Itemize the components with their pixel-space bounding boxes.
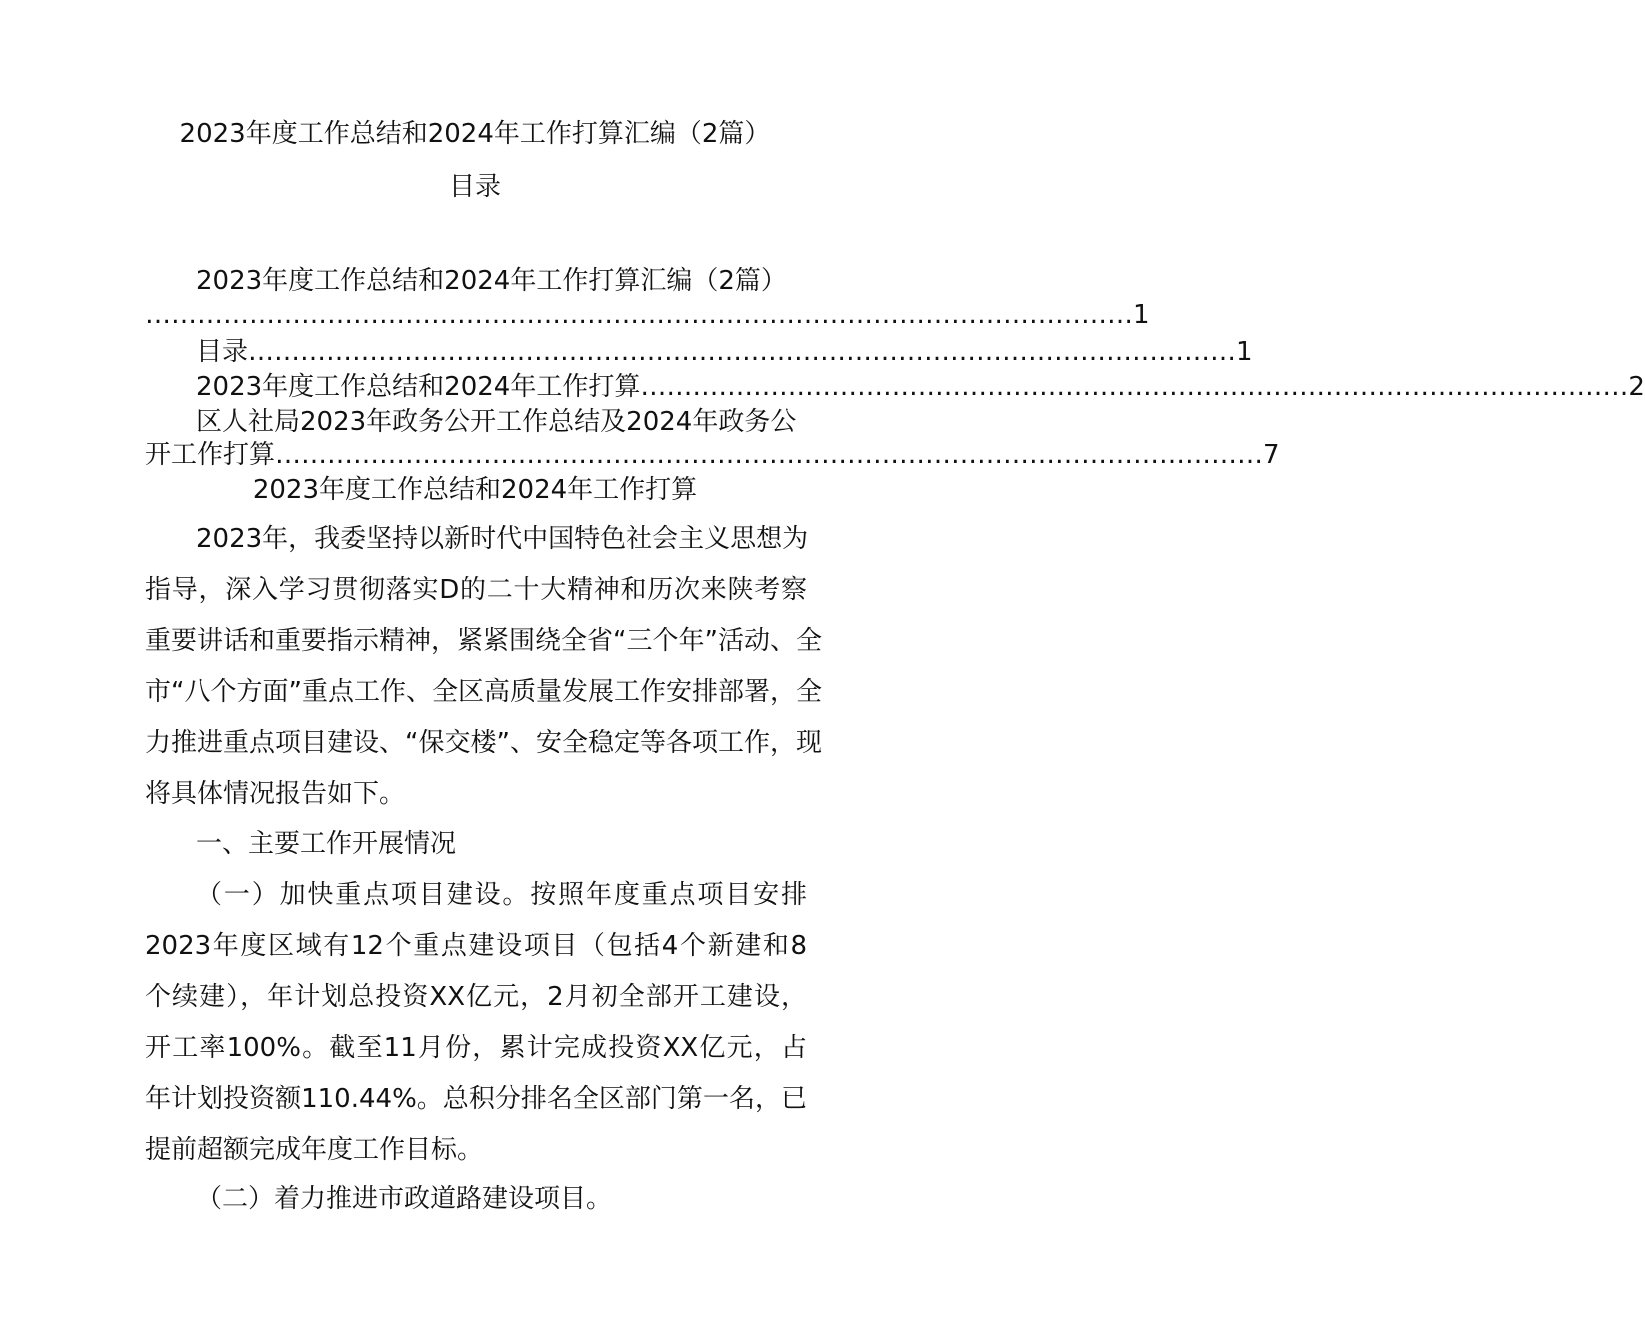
- toc-entry-2-page: 1: [1236, 337, 1253, 367]
- toc-entry-4-line2[interactable]: [145, 438, 1280, 472]
- toc-entry-3-page: 2: [1628, 372, 1645, 402]
- toc-entry-2-text: 目录: [196, 337, 249, 367]
- toc-entry-4-text: 区人社局2023年政务公开工作总结及2024年政务公: [196, 407, 797, 437]
- paragraph-line: （二）着力推进市政道路建设项目。: [196, 1184, 613, 1214]
- paragraph-line: 年计划投资额110.44%。总积分排名全区部门第一名，已: [145, 1084, 807, 1114]
- paragraph-line: 将具体情况报告如下。: [145, 779, 406, 809]
- toc-entry-2[interactable]: [196, 335, 1253, 369]
- toc-entry-1-line2[interactable]: [145, 298, 1150, 332]
- toc-heading: 目录: [448, 172, 501, 202]
- paragraph-line: 指导，深入学习贯彻落实D的二十大精神和历次来陕考察: [145, 575, 807, 605]
- toc-entry-4-page: 7: [1263, 440, 1280, 470]
- paragraph-line: （一）加快重点项目建设。按照年度重点项目安排: [196, 880, 807, 910]
- toc-entry-1-text: 2023年度工作总结和2024年工作打算汇编（2篇）: [196, 266, 787, 296]
- paragraph-line: 2023年度区域有12个重点建设项目（包括4个新建和8: [145, 931, 807, 961]
- section-title: 2023年度工作总结和2024年工作打算: [252, 475, 698, 505]
- paragraph-line: 个续建），年计划总投资XX亿元，2月初全部开工建设，: [145, 982, 807, 1012]
- toc-entry-3-text: 2023年度工作总结和2024年工作打算: [196, 372, 641, 402]
- heading-1-text: 一、主要工作开展情况: [196, 829, 457, 859]
- paragraph-line: 力推进重点项目建设、“保交楼”、安全稳定等各项工作，现: [145, 728, 822, 758]
- toc-entry-4-text-cont: 开工作打算: [145, 440, 276, 470]
- paragraph-line: 提前超额完成年度工作目标。: [145, 1135, 484, 1165]
- toc-entry-3[interactable]: [196, 370, 1645, 404]
- toc-entry-1-page: 1: [1133, 300, 1150, 330]
- paragraph-line: 2023年，我委坚持以新时代中国特色社会主义思想为: [196, 524, 809, 554]
- main-title: 2023年度工作总结和2024年工作打算汇编（2篇）: [179, 119, 771, 149]
- toc-leader-dots: ……………………………………………………………………………………………………: [248, 337, 1237, 367]
- toc-leader-dots: ……………………………………………………………………………………………………: [275, 440, 1264, 470]
- paragraph-line: 开工率100%。截至11月份，累计完成投资XX亿元，占: [145, 1033, 807, 1063]
- toc-leader-dots: ……………………………………………………………………………………………………: [640, 372, 1629, 402]
- toc-entry-1-line1[interactable]: [196, 264, 805, 298]
- paragraph-line: 市“八个方面”重点工作、全区高质量发展工作安排部署，全: [145, 677, 822, 707]
- paragraph-line: 重要讲话和重要指示精神，紧紧围绕全省“三个年”活动、全: [145, 626, 822, 656]
- toc-leader-dots: ……………………………………………………………………………………………………: [145, 300, 1133, 330]
- toc-entry-4-line1[interactable]: [196, 405, 805, 439]
